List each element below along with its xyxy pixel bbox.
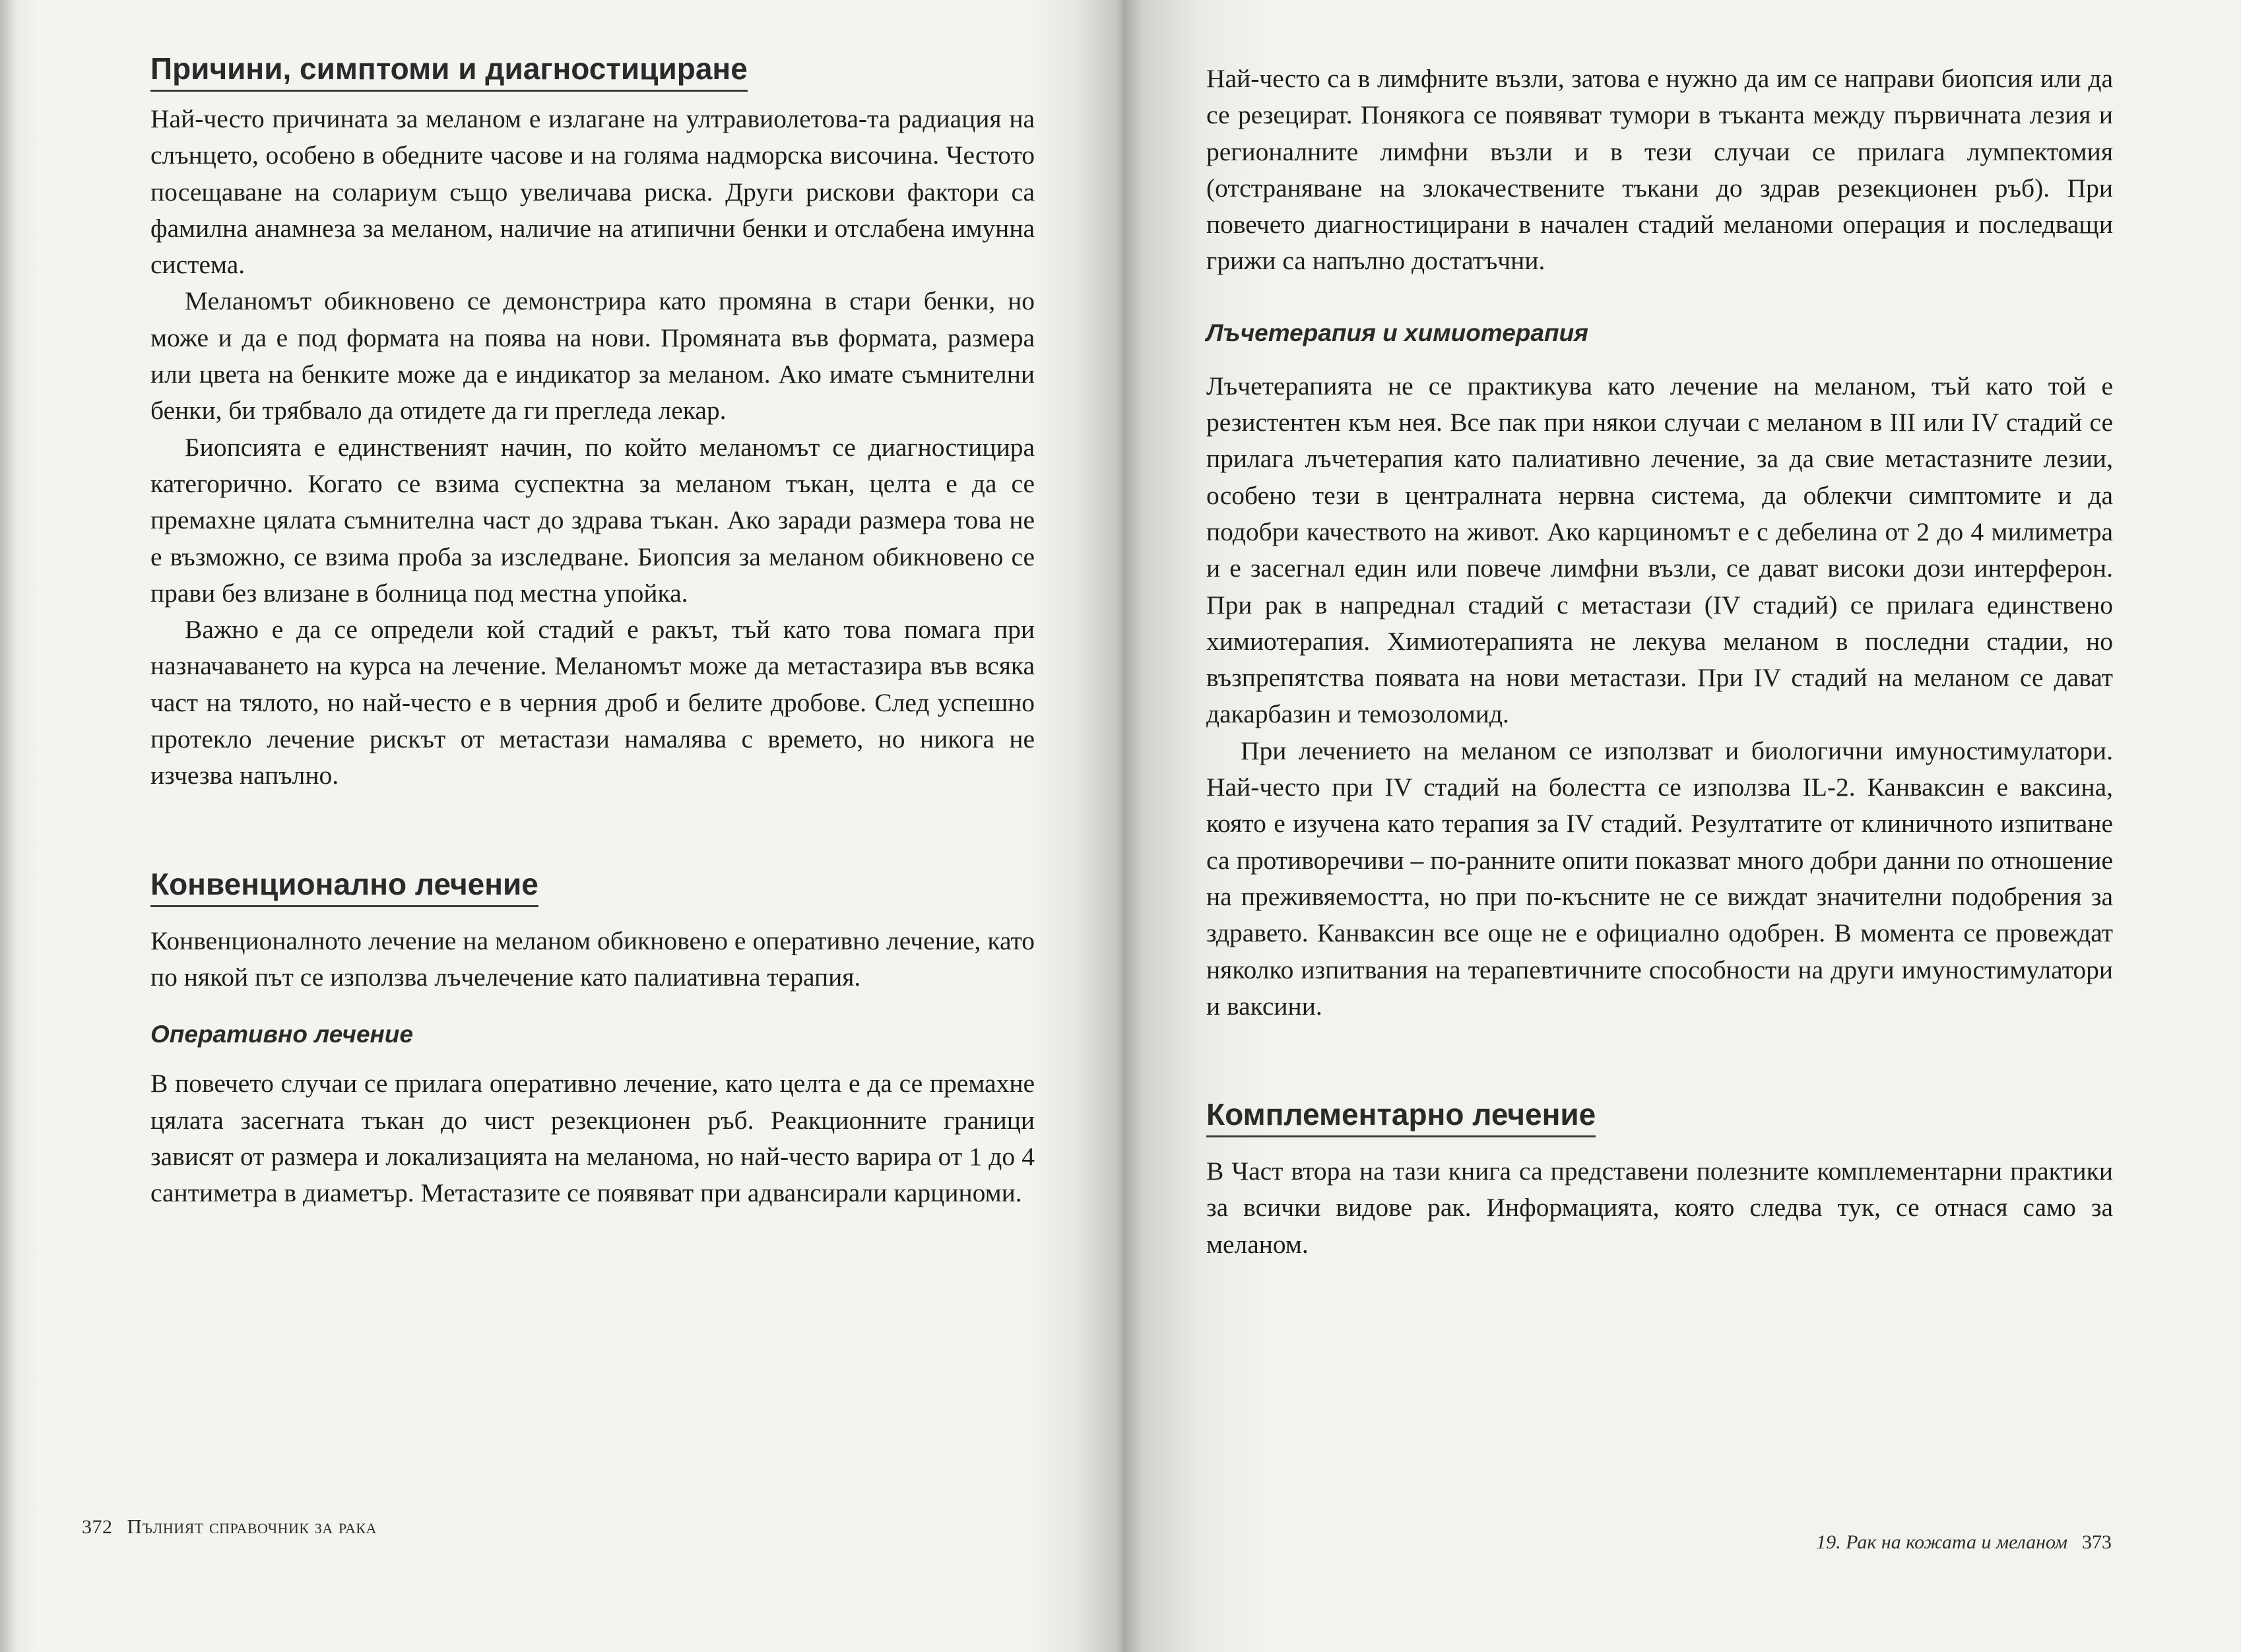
- left-text-column: [150, 49, 1035, 1211]
- page-footer-left: [82, 1513, 377, 1541]
- right-page: [1123, 0, 2241, 1652]
- paragraph: В повечето случаи се прилага оперативно лечение, като целта е да се премахне цялата засегната тъкан до чист резекционен ръб. Реакционните граници зависят от размера и локализацията на меланома, но най-често варира от 1 до 4 сантиметра в диаметър. Метастазите се появяват при адвансирали карциноми.: [150, 1069, 1035, 1208]
- subheading-radiation: Лъчетерапия и химиотерапия: [1206, 319, 1588, 346]
- paragraph: При лечението на меланом се използват и биологични имуностимулатори. Най-често при IV стадий на болестта се използва IL-2. Канваксин е ваксина, която е изучена като терапия за IV стадий. Резултатите от клиничното изпитване са противоречиви – по-ранните опити показват много добри данни по отношение на преживяемостта, но при по-късните не се виждат значителни подобрения за здравето. Канваксин все още не е официално одобрен. В момента се провеждат няколко изпитвания на терапевтичните способности на други имуностимулатори и ваксини.: [1206, 736, 2113, 1021]
- section-heading-causes: Причини, симптоми и диагностициране: [150, 49, 748, 92]
- paragraph: Важно е да се определи кой стадий е ракът, тъй като това помага при назначаването на курса на лечение. Меланомът може да метастазира във всяка част на тялото, но най-често е в черния дроб и белите дробове. След успешно протекло лечение рискът от метастази намалява с времето, но никога не изчезва напълно.: [150, 615, 1035, 790]
- paragraph: Лъчетерапията не се практикува като лечение на меланом, тъй като той е резистентен към нея. Все пак при някои случаи с меланом в III или IV стадий се прилага лъчетерапия като палиативно лечение, за да свие метастазните лезии, особено тези в централната нервна система, да облекчи симптомите и да подобри качеството на живот. Ако карциномът е с дебелина от 2 до 4 милиметра и е засегнал един или повече лимфни възли, се дават високи дози интерферон. При рак в напреднал стадий с метастази (IV стадий) се прилага единствено химиотерапия. Химиотерапията не лекува меланом в последни стадии, но възпрепятства появата на нови метастази. При IV стадий на меланом се дават дакарбазин и темозоломид.: [1206, 371, 2113, 729]
- page-number: 373: [2082, 1531, 2112, 1553]
- page-number: 372: [82, 1516, 113, 1538]
- running-chapter-title: 19. Рак на кожата и меланом: [1816, 1531, 2067, 1553]
- paragraph: Най-често са в лимфните възли, затова е нужно да им се направи биопсия или да се резецират. Понякога се появяват тумори в тъканта между първичната лезия и регионалните лимфни възли и в тези случаи се прилага лумпектомия (отстраняване на злокачествените тъкани до здрав резекционен ръб). При повечето диагностицирани в начален стадий меланоми операция и последващи грижи са напълно достатъчни.: [1206, 64, 2113, 276]
- page-footer-right: [1816, 1529, 2112, 1556]
- running-title: Пълният справочник за рака: [127, 1515, 377, 1538]
- right-text-column: [1206, 61, 2113, 1263]
- section-heading-conventional: Конвенционално лечение: [150, 864, 538, 907]
- paragraph: Най-често причината за меланом е излагане на ултравиолетова-та радиация на слънцето, особено в обедните часове и на голяма надморска височина. Честото посещаване на солариум също увеличава риска. Други рискови фактори са фамилна анамнеза за меланом, наличие на атипични бенки и отслабена имунна система.: [150, 104, 1035, 280]
- paragraph: Меланомът обикновено се демонстрира като промяна в стари бенки, но може и да е под формата на поява на нови. Промяната във формата, размера или цвета на бенките може да е индикатор за меланом. Ако имате съмнителни бенки, би трябвало да отидете да ги прегледа лекар.: [150, 286, 1035, 426]
- paragraph: В Част втора на тази книга са представени полезните комплементарни практики за всички видове рак. Информацията, която следва тук, се отнася само за меланом.: [1206, 1157, 2113, 1259]
- paragraph: Биопсията е единственият начин, по който меланомът се диагностицира категорично. Когато се взима суспектна за меланом тъкан, целта е да се премахне цялата съмнителна част до здрава тъкан. Ако заради размера това не е възможно, се взима проба за изследване. Биопсия за меланом обикновено се прави без влизане в болница под местна упойка.: [150, 432, 1035, 608]
- section-heading-complementary: Комплементарно лечение: [1206, 1095, 1596, 1137]
- subheading-surgery: Оперативно лечение: [150, 1021, 414, 1048]
- paragraph: Конвенционалното лечение на меланом обикновено е оперативно лечение, като по някой път се използва лъчелечение като палиативна терапия.: [150, 926, 1035, 992]
